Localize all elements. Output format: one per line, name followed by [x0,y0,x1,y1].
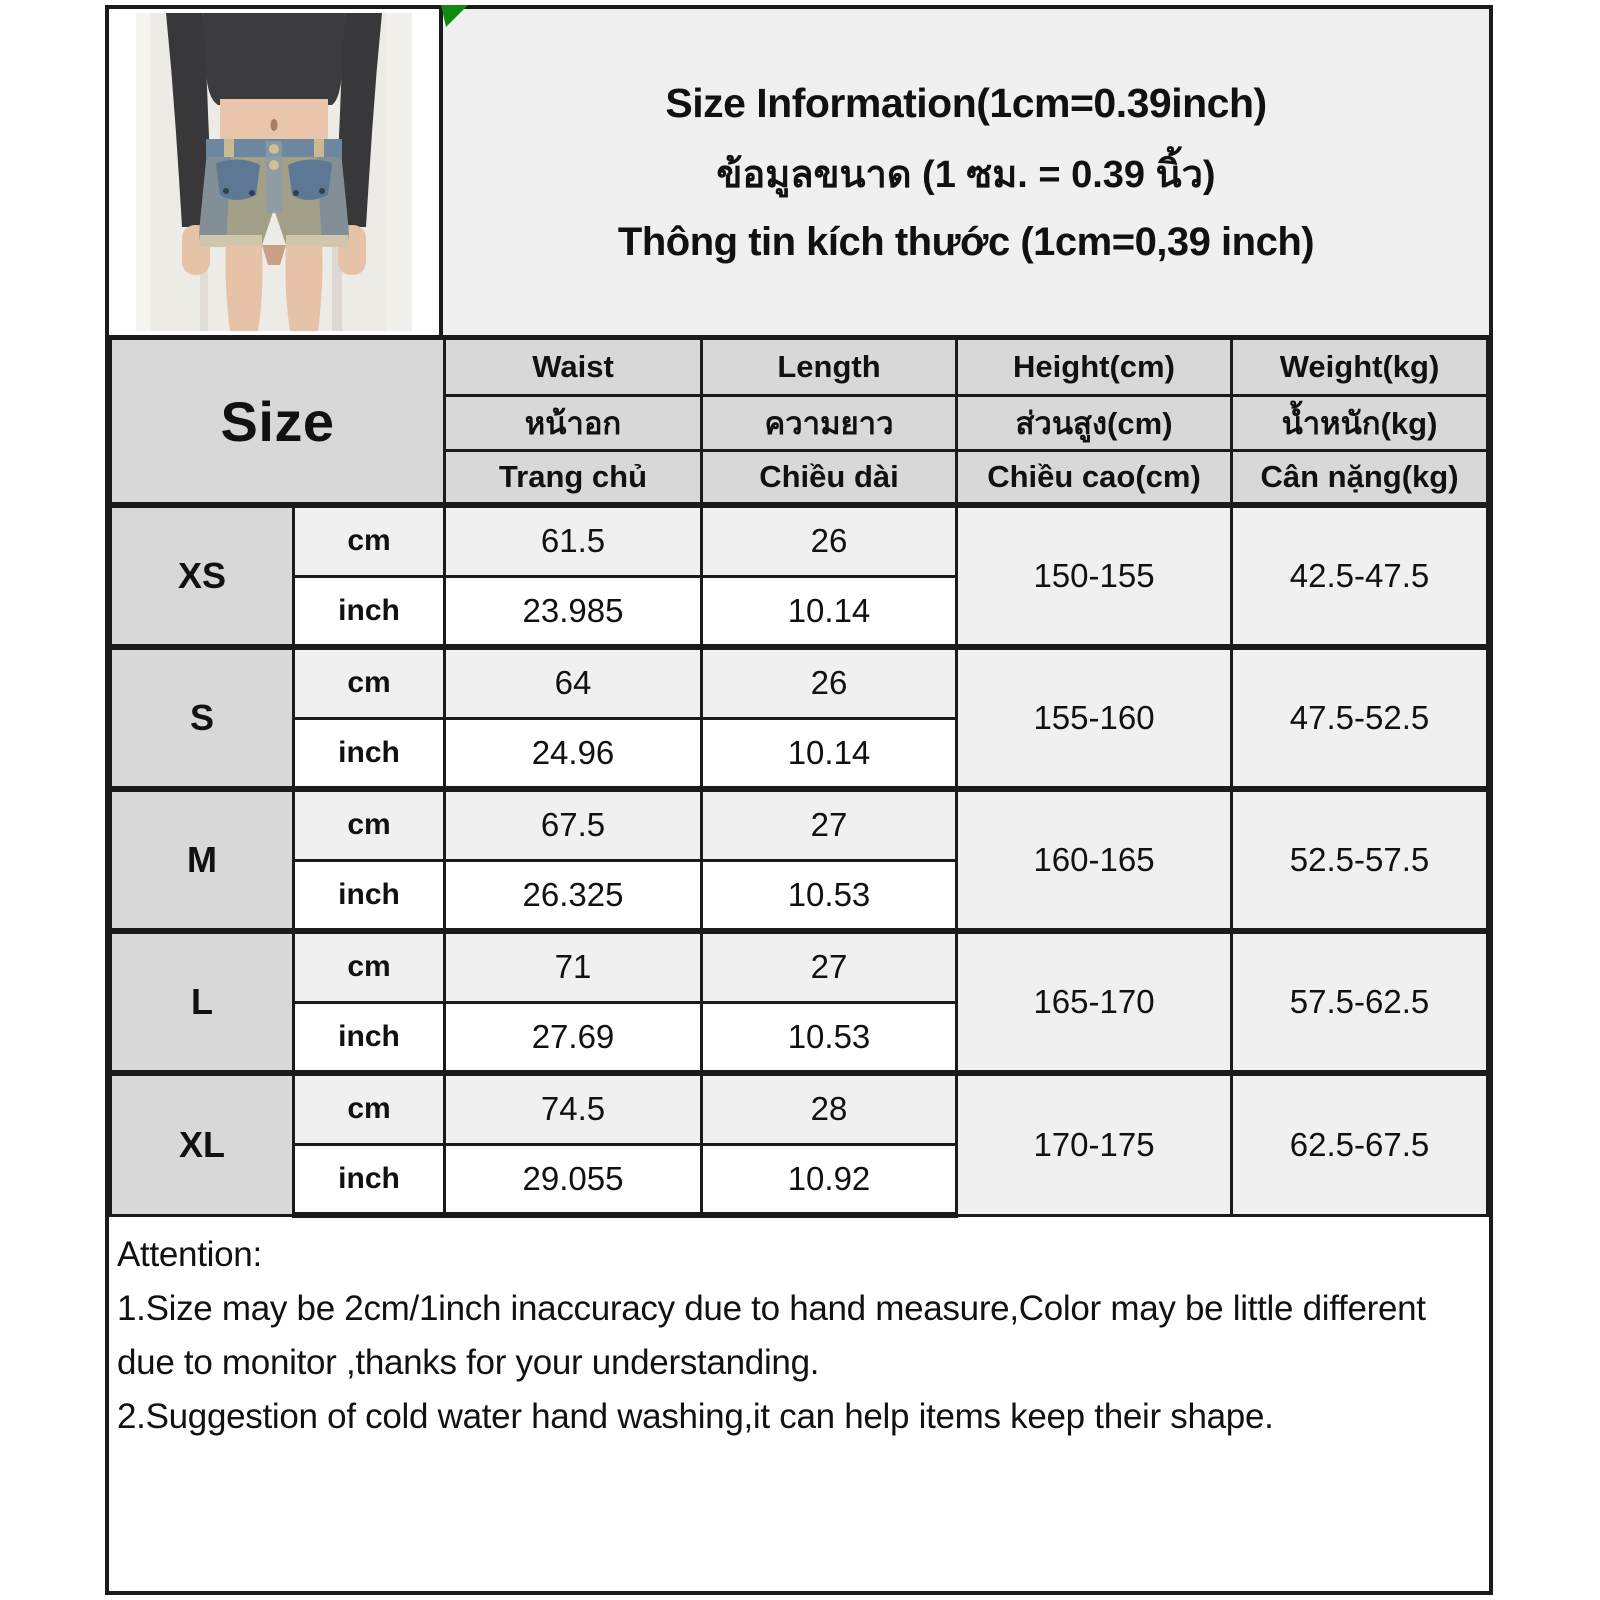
attention-heading: Attention: [117,1235,262,1274]
attention-section [109,1218,1489,1444]
l-length-inch: 10.53 [702,1002,957,1073]
product-photo [136,13,412,331]
size-header-cell: Size [111,340,445,505]
row-s-cm [111,647,1488,718]
size-table [109,340,1489,1218]
m-waist-inch: 26.325 [445,860,702,931]
attention-note-1: 1.Size may be 2cm/1inch inaccuracy due to hand measure,Color may be little different due to monitor ,thanks for your understanding. [117,1289,1426,1382]
xs-weight: 42.5-47.5 [1232,505,1488,647]
m-length-cm: 27 [702,789,957,860]
unit-inch: inch [294,718,445,789]
green-corner-flag-icon [438,5,468,27]
xs-waist-inch: 23.985 [445,576,702,647]
s-waist-cm: 64 [445,647,702,718]
xs-waist-cm: 61.5 [445,505,702,576]
s-length-cm: 26 [702,647,957,718]
m-weight: 52.5-57.5 [1232,789,1488,931]
unit-cm: cm [294,647,445,718]
title-thai: ข้อมูลขนาด (1 ซม. = 0.39 นิ้ว) [716,153,1216,196]
xs-height: 150-155 [957,505,1232,647]
xl-weight: 62.5-67.5 [1232,1073,1488,1215]
col-waist-en: Waist [445,340,702,395]
col-length-vi: Chiều dài [702,450,957,505]
row-xl-cm [111,1073,1488,1144]
model-photo-illustration [136,13,412,331]
unit-inch: inch [294,860,445,931]
m-length-inch: 10.53 [702,860,957,931]
xl-length-cm: 28 [702,1073,957,1144]
l-height: 165-170 [957,931,1232,1073]
l-length-cm: 27 [702,931,957,1002]
col-weight-en: Weight(kg) [1232,340,1488,395]
unit-cm: cm [294,789,445,860]
title-english: Size Information(1cm=0.39inch) [665,79,1267,126]
s-length-inch: 10.14 [702,718,957,789]
s-weight: 47.5-52.5 [1232,647,1488,789]
xl-waist-cm: 74.5 [445,1073,702,1144]
l-weight: 57.5-62.5 [1232,931,1488,1073]
title-block [443,9,1489,335]
xl-height: 170-175 [957,1073,1232,1215]
col-length-en: Length [702,340,957,395]
unit-inch: inch [294,1002,445,1073]
col-waist-th: หน้าอก [445,395,702,450]
xl-length-inch: 10.92 [702,1144,957,1215]
unit-cm: cm [294,931,445,1002]
top-section [109,9,1489,340]
attention-note-2: 2.Suggestion of cold water hand washing,it can help items keep their shape. [117,1397,1274,1436]
m-height: 160-165 [957,789,1232,931]
s-waist-inch: 24.96 [445,718,702,789]
l-waist-inch: 27.69 [445,1002,702,1073]
size-label-s: S [111,647,294,789]
col-height-en: Height(cm) [957,340,1232,395]
size-chart-box [105,5,1493,1595]
col-weight-vi: Cân nặng(kg) [1232,450,1488,505]
size-label-m: M [111,789,294,931]
row-l-cm [111,931,1488,1002]
col-weight-th: น้ำหนัก(kg) [1232,395,1488,450]
xl-waist-inch: 29.055 [445,1144,702,1215]
size-label-xs: XS [111,505,294,647]
m-waist-cm: 67.5 [445,789,702,860]
unit-cm: cm [294,505,445,576]
unit-cm: cm [294,1073,445,1144]
s-height: 155-160 [957,647,1232,789]
header-row-english [111,340,1488,395]
title-vietnamese: Thông tin kích thước (1cm=0,39 inch) [617,219,1315,264]
row-m-cm [111,789,1488,860]
product-photo-cell [109,9,443,335]
unit-inch: inch [294,1144,445,1215]
col-length-th: ความยาว [702,395,957,450]
col-waist-vi: Trang chủ [445,450,702,505]
xs-length-inch: 10.14 [702,576,957,647]
unit-inch: inch [294,576,445,647]
row-xs-cm [111,505,1488,576]
col-height-th: ส่วนสูง(cm) [957,395,1232,450]
size-label-l: L [111,931,294,1073]
size-label-xl: XL [111,1073,294,1215]
l-waist-cm: 71 [445,931,702,1002]
xs-length-cm: 26 [702,505,957,576]
col-height-vi: Chiều cao(cm) [957,450,1232,505]
